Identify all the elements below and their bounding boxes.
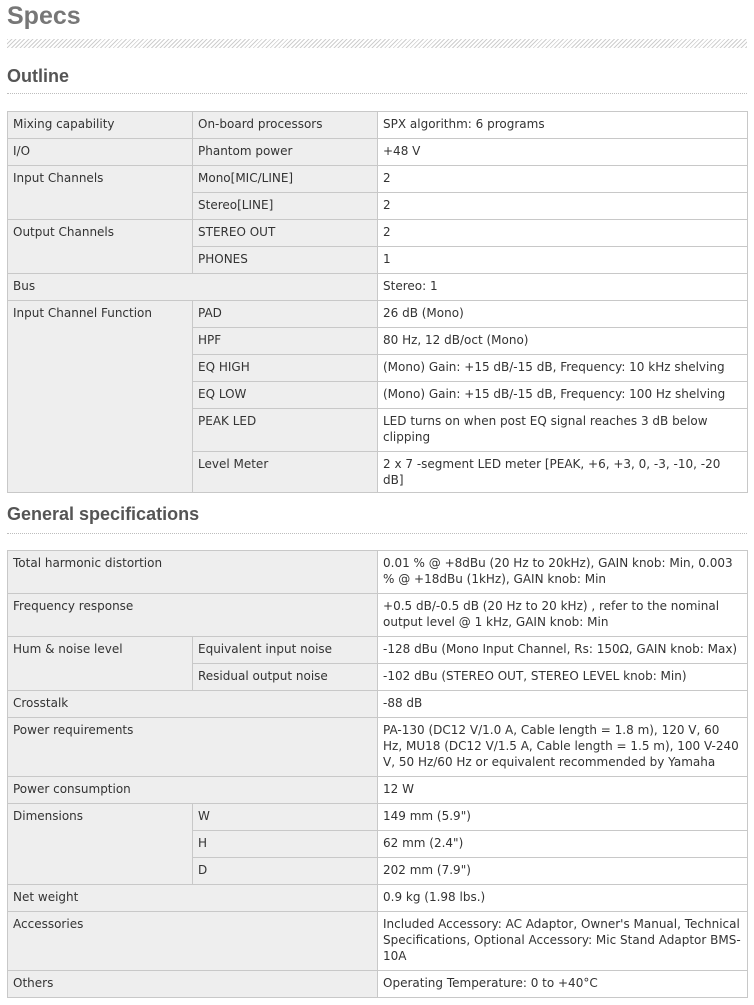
row-value: +48 V bbox=[378, 139, 748, 166]
table-row bbox=[8, 274, 748, 301]
table-row bbox=[8, 885, 748, 912]
row-sublabel: H bbox=[193, 831, 378, 858]
row-label: Total harmonic distortion bbox=[8, 551, 378, 594]
row-sublabel: PHONES bbox=[193, 247, 378, 274]
table-row bbox=[8, 301, 748, 328]
row-value: 2 x 7 -segment LED meter [PEAK, +6, +3, 0, -3, -10, -20 dB] bbox=[378, 452, 748, 493]
outline-table bbox=[7, 111, 748, 493]
row-value: PA-130 (DC12 V/1.0 A, Cable length = 1.8 m), 120 V, 60 Hz, MU18 (DC12 V/1.5 A, Cable length = 1.5 m), 100 V-240 V, 50 Hz/60 Hz or equivalent recommended by Yamaha bbox=[378, 718, 748, 777]
row-value: (Mono) Gain: +15 dB/-15 dB, Frequency: 10 kHz shelving bbox=[378, 355, 748, 382]
row-label: Others bbox=[8, 971, 378, 998]
table-row bbox=[8, 804, 748, 831]
outline-divider bbox=[7, 93, 747, 94]
row-label: Net weight bbox=[8, 885, 378, 912]
row-value: 26 dB (Mono) bbox=[378, 301, 748, 328]
table-row bbox=[8, 220, 748, 247]
row-sublabel: EQ LOW bbox=[193, 382, 378, 409]
row-sublabel: Level Meter bbox=[193, 452, 378, 493]
row-value: -128 dBu (Mono Input Channel, Rs: 150Ω, GAIN knob: Max) bbox=[378, 637, 748, 664]
row-value: 12 W bbox=[378, 777, 748, 804]
row-value: 202 mm (7.9") bbox=[378, 858, 748, 885]
row-value: LED turns on when post EQ signal reaches 3 dB below clipping bbox=[378, 409, 748, 452]
table-row bbox=[8, 112, 748, 139]
table-row bbox=[8, 594, 748, 637]
row-value: 1 bbox=[378, 247, 748, 274]
row-value: 149 mm (5.9") bbox=[378, 804, 748, 831]
row-sublabel: PAD bbox=[193, 301, 378, 328]
row-value: 0.9 kg (1.98 lbs.) bbox=[378, 885, 748, 912]
row-value: 0.01 % @ +8dBu (20 Hz to 20kHz), GAIN knob: Min, 0.003 % @ +18dBu (1kHz), GAIN knob: Min bbox=[378, 551, 748, 594]
row-sublabel: On-board processors bbox=[193, 112, 378, 139]
title-divider bbox=[7, 39, 747, 48]
row-value: 2 bbox=[378, 193, 748, 220]
row-label: Power consumption bbox=[8, 777, 378, 804]
table-row bbox=[8, 551, 748, 594]
table-row bbox=[8, 718, 748, 777]
row-value: Stereo: 1 bbox=[378, 274, 748, 301]
row-sublabel: HPF bbox=[193, 328, 378, 355]
row-sublabel: Phantom power bbox=[193, 139, 378, 166]
row-label: Mixing capability bbox=[8, 112, 193, 139]
row-value: 2 bbox=[378, 220, 748, 247]
row-value: (Mono) Gain: +15 dB/-15 dB, Frequency: 100 Hz shelving bbox=[378, 382, 748, 409]
general-specs-divider bbox=[7, 533, 747, 534]
row-label: Hum & noise level bbox=[8, 637, 193, 691]
row-sublabel: STEREO OUT bbox=[193, 220, 378, 247]
row-label: Input Channel Function bbox=[8, 301, 193, 493]
table-row bbox=[8, 166, 748, 193]
row-sublabel: PEAK LED bbox=[193, 409, 378, 452]
row-value: Included Accessory: AC Adaptor, Owner's Manual, Technical Specifications, Optional Accessory: Mic Stand Adaptor BMS-10A bbox=[378, 912, 748, 971]
table-row bbox=[8, 139, 748, 166]
row-value: +0.5 dB/-0.5 dB (20 Hz to 20 kHz) , refer to the nominal output level @ 1 kHz, GAIN knob: Min bbox=[378, 594, 748, 637]
outline-heading: Outline bbox=[7, 66, 69, 86]
row-label: Input Channels bbox=[8, 166, 193, 220]
row-value: -88 dB bbox=[378, 691, 748, 718]
row-sublabel: Residual output noise bbox=[193, 664, 378, 691]
row-label: Crosstalk bbox=[8, 691, 378, 718]
row-sublabel: Equivalent input noise bbox=[193, 637, 378, 664]
row-label: I/O bbox=[8, 139, 193, 166]
row-value: SPX algorithm: 6 programs bbox=[378, 112, 748, 139]
row-sublabel: W bbox=[193, 804, 378, 831]
table-row bbox=[8, 912, 748, 971]
table-row bbox=[8, 777, 748, 804]
general-specs-table bbox=[7, 550, 748, 998]
row-label: Power requirements bbox=[8, 718, 378, 777]
row-label: Accessories bbox=[8, 912, 378, 971]
row-sublabel: Stereo[LINE] bbox=[193, 193, 378, 220]
row-value: 62 mm (2.4") bbox=[378, 831, 748, 858]
row-label: Output Channels bbox=[8, 220, 193, 274]
row-value: 2 bbox=[378, 166, 748, 193]
general-specs-heading: General specifications bbox=[7, 504, 200, 524]
row-sublabel: Mono[MIC/LINE] bbox=[193, 166, 378, 193]
row-value: Operating Temperature: 0 to +40°C bbox=[378, 971, 748, 998]
table-row bbox=[8, 637, 748, 664]
row-sublabel: D bbox=[193, 858, 378, 885]
row-label: Bus bbox=[8, 274, 378, 301]
row-value: 80 Hz, 12 dB/oct (Mono) bbox=[378, 328, 748, 355]
row-value: -102 dBu (STEREO OUT, STEREO LEVEL knob: Min) bbox=[378, 664, 748, 691]
table-row bbox=[8, 691, 748, 718]
table-row bbox=[8, 971, 748, 998]
page-title: Specs bbox=[7, 2, 81, 30]
row-sublabel: EQ HIGH bbox=[193, 355, 378, 382]
row-label: Frequency response bbox=[8, 594, 378, 637]
row-label: Dimensions bbox=[8, 804, 193, 885]
